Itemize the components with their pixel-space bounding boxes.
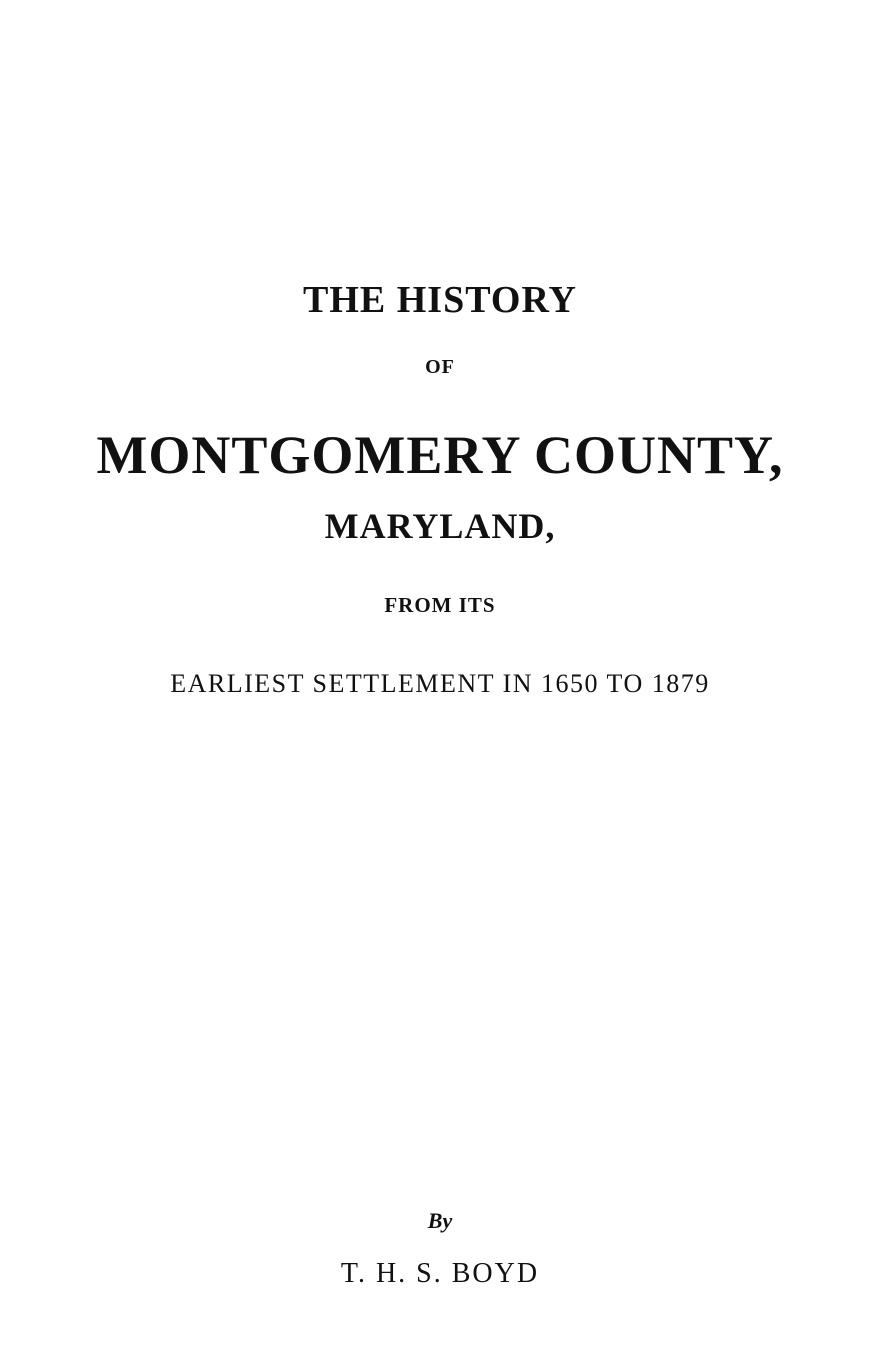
author-name: T. H. S. BOYD <box>340 1258 540 1289</box>
title-of: OF <box>425 356 455 378</box>
subtitle-earliest-settlement: EARLIEST SETTLEMENT IN 1650 TO 1879 <box>170 669 710 698</box>
title-montgomery-county: MONTGOMERY COUNTY, <box>96 425 784 485</box>
by-label: By <box>427 1208 453 1233</box>
title-the-history: THE HISTORY <box>303 279 577 321</box>
subtitle-from-its: FROM ITS <box>384 593 496 617</box>
title-maryland: MARYLAND, <box>324 506 556 546</box>
